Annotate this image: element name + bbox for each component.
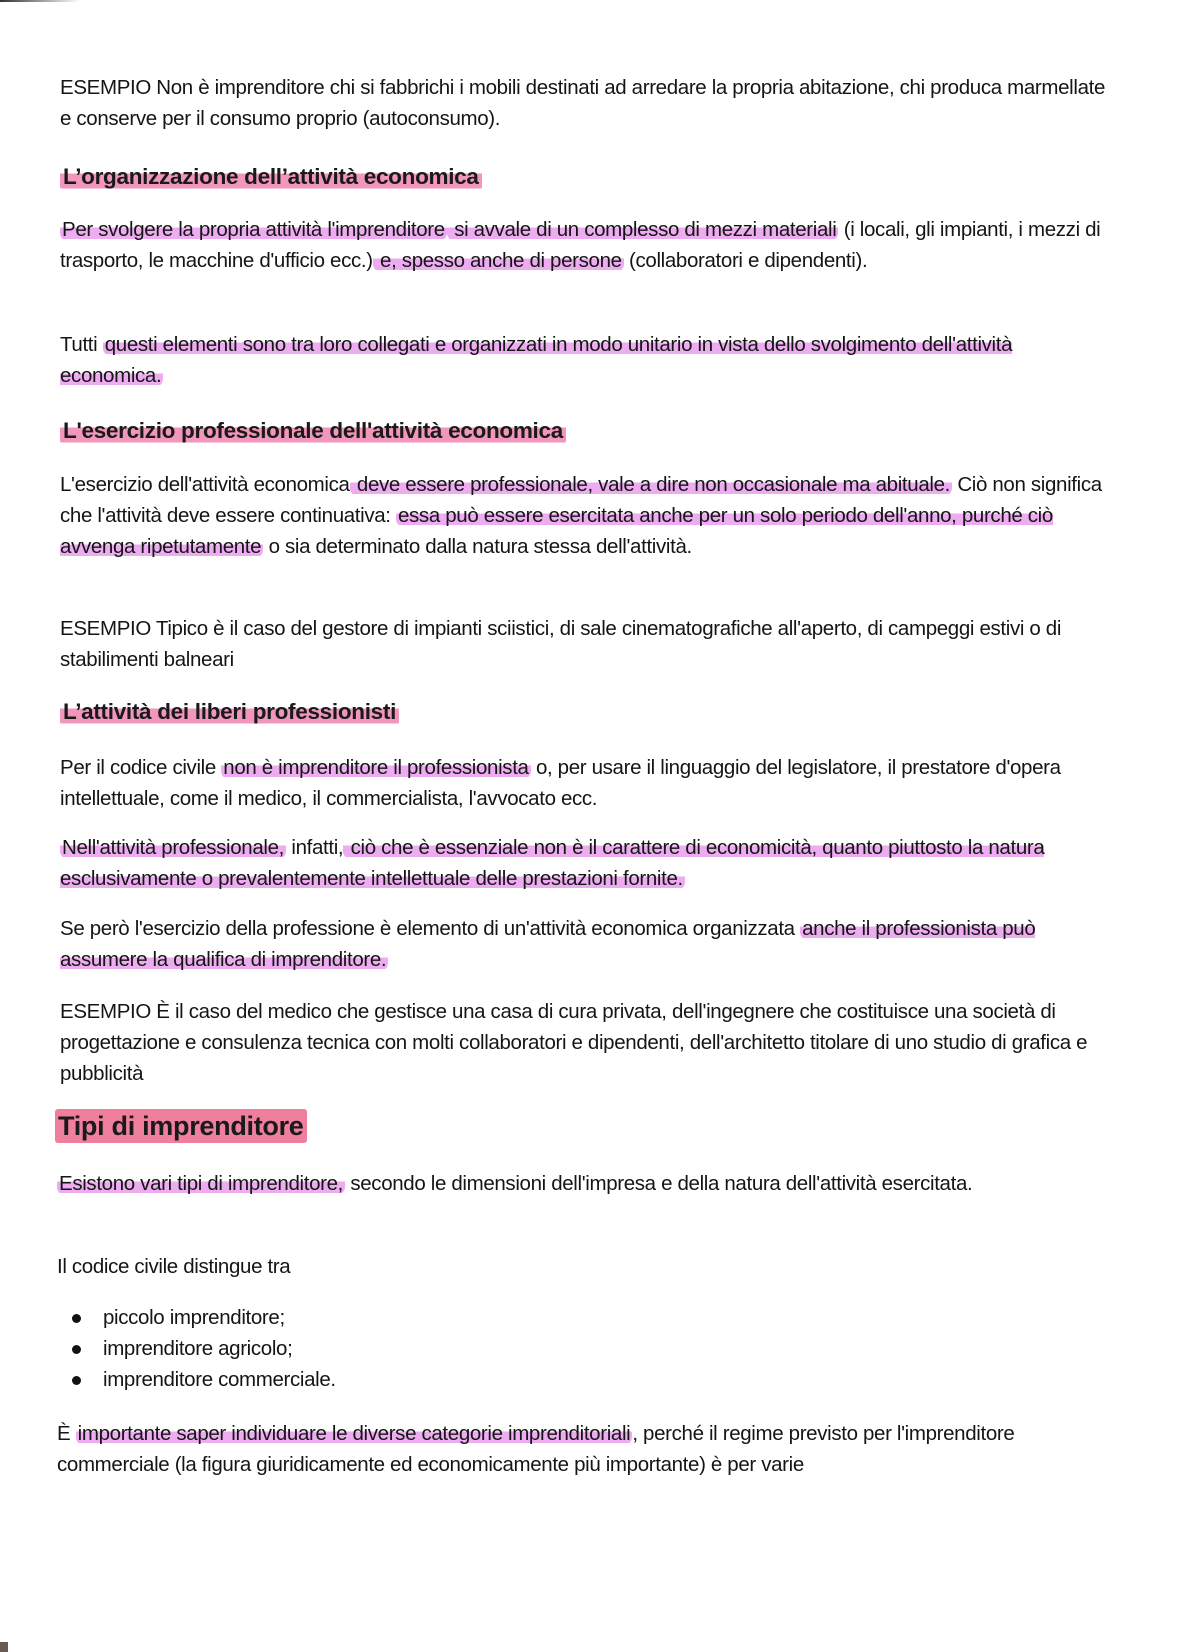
example-paragraph-autoconsumo xyxy=(60,72,1120,134)
paragraph-codice-civile-professionista xyxy=(60,752,1120,814)
highlight: Esistono vari tipi di imprenditore, xyxy=(59,1172,343,1195)
list-item xyxy=(57,1364,1117,1395)
example-text: ESEMPIO È il caso del medico che gestisce una casa di cura privata, dell'ingegnere che costituisce una società di progettazione e consulenza tecnica con molti collaboratori e dipendenti, dell'architetto titolare di uno studio di grafica e pubblicità xyxy=(60,1000,1088,1085)
highlight: essa può essere esercitata anche per un solo periodo dell'anno, purché ciò avvenga ripetutamente xyxy=(60,504,1053,558)
highlight: questi elementi sono tra loro collegati e organizzati in modo unitario in vista dello svolgimento dell'attività economica. xyxy=(60,333,1013,387)
list-item-text: imprenditore commerciale. xyxy=(103,1368,336,1391)
plain-text: (i locali, gli impianti, i mezzi di trasporto, le macchine d'ufficio ecc.) xyxy=(60,218,1101,272)
heading-text: L’organizzazione dell’attività economica xyxy=(60,162,482,192)
bullet-list xyxy=(57,1302,1117,1395)
paragraph-text: Il codice civile distingue tra xyxy=(57,1255,291,1278)
highlight: ciò che è essenziale non è il carattere di economicità, quanto piuttosto la natura esclusivamente o prevalentemente intellettuale delle prestazioni fornite. xyxy=(60,836,1045,890)
example-paragraph-medico xyxy=(60,996,1120,1089)
paragraph-text xyxy=(60,832,1120,894)
highlight: Per svolgere la propria attività l'imprenditore xyxy=(62,218,445,241)
bullet-icon xyxy=(72,1376,81,1385)
plain-text: Per il codice civile xyxy=(60,756,222,779)
highlight: non è imprenditore il professionista xyxy=(223,756,529,779)
highlight: importante saper individuare le diverse categorie imprenditoriali xyxy=(77,1422,631,1445)
highlight: e, spesso anche di persone xyxy=(374,249,622,272)
paragraph-categorie-imprenditoriali xyxy=(57,1418,1117,1480)
plain-text: o sia determinato dalla natura stessa dell'attività. xyxy=(263,535,692,558)
plain-text: Tutti xyxy=(60,333,103,356)
paragraph-text xyxy=(60,329,1120,391)
heading-text: L'esercizio professionale dell'attività economica xyxy=(60,416,566,446)
list-item-text: piccolo imprenditore; xyxy=(103,1306,285,1329)
paragraph-text xyxy=(57,1418,1117,1480)
plain-text: , perché il regime previsto per l'imprenditore commerciale (la figura giuridicamente ed economicamente più importante) è per varie xyxy=(57,1422,1015,1476)
plain-text: Se però l'esercizio della professione è elemento di un'attività economica organizzata xyxy=(60,917,801,940)
list-item-text: imprenditore agricolo; xyxy=(103,1337,293,1360)
paragraph-elementi-collegati xyxy=(60,329,1120,391)
highlight: anche il professionista può assumere la qualifica di imprenditore. xyxy=(60,917,1036,971)
example-paragraph-impianti xyxy=(60,613,1120,675)
paragraph-text xyxy=(60,913,1120,975)
plain-text: secondo le dimensioni dell'impresa e della natura dell'attività esercitata. xyxy=(345,1172,973,1195)
highlight: si avvale di un complesso di mezzi materiali xyxy=(448,218,837,241)
bullet-icon xyxy=(72,1314,81,1323)
example-text: ESEMPIO Tipico è il caso del gestore di impianti sciistici, di sale cinematografiche all'aperto, di campeggi estivi o di stabilimenti balneari xyxy=(60,617,1062,671)
plain-text: infatti, xyxy=(286,836,344,859)
paragraph-professionalita xyxy=(60,469,1120,562)
paragraph-text xyxy=(60,214,1120,276)
section-title-tipi-imprenditore xyxy=(55,1109,1115,1143)
section-heading-liberi-professionisti xyxy=(60,697,1120,727)
plain-text: È xyxy=(57,1422,76,1445)
paragraph-attivita-intellettuale xyxy=(60,832,1120,894)
example-text: ESEMPIO Non è imprenditore chi si fabbrichi i mobili destinati ad arredare la propria abitazione, chi produca marmellate e conserve per il consumo proprio (autoconsumo). xyxy=(60,76,1106,130)
list-item xyxy=(57,1302,1117,1333)
plain-text: o, per usare il linguaggio del legislatore, il prestatore d'opera intellettuale, come il medico, il commercialista, l'avvocato ecc. xyxy=(60,756,1061,810)
section-heading-organizzazione xyxy=(60,162,1120,192)
paragraph-vari-tipi xyxy=(57,1168,1117,1199)
bullet-icon xyxy=(72,1345,81,1354)
paragraph-codice-distingue xyxy=(57,1251,1117,1282)
bullet-list-tipi xyxy=(57,1302,1117,1395)
paragraph-text xyxy=(60,752,1120,814)
paragraph-mezzi-materiali xyxy=(60,214,1120,276)
paragraph-text xyxy=(60,469,1120,562)
plain-text: (collaboratori e dipendenti). xyxy=(623,249,868,272)
paragraph-qualifica-imprenditore xyxy=(60,913,1120,975)
highlight: deve essere professionale, vale a dire non occasionale ma abituale. xyxy=(351,473,950,496)
list-item xyxy=(57,1333,1117,1364)
page-edge-shadow xyxy=(0,0,80,2)
plain-text: Ciò non significa che l'attività deve essere continuativa: xyxy=(60,473,1102,527)
page-corner-shadow xyxy=(0,1642,8,1652)
heading-text: L’attività dei liberi professionisti xyxy=(60,697,399,727)
highlight: Nell'attività professionale, xyxy=(62,836,285,859)
section-heading-esercizio-professionale xyxy=(60,416,1120,446)
plain-text: L'esercizio dell'attività economica xyxy=(60,473,350,496)
paragraph-text xyxy=(57,1168,1117,1199)
title-text: Tipi di imprenditore xyxy=(55,1109,307,1143)
